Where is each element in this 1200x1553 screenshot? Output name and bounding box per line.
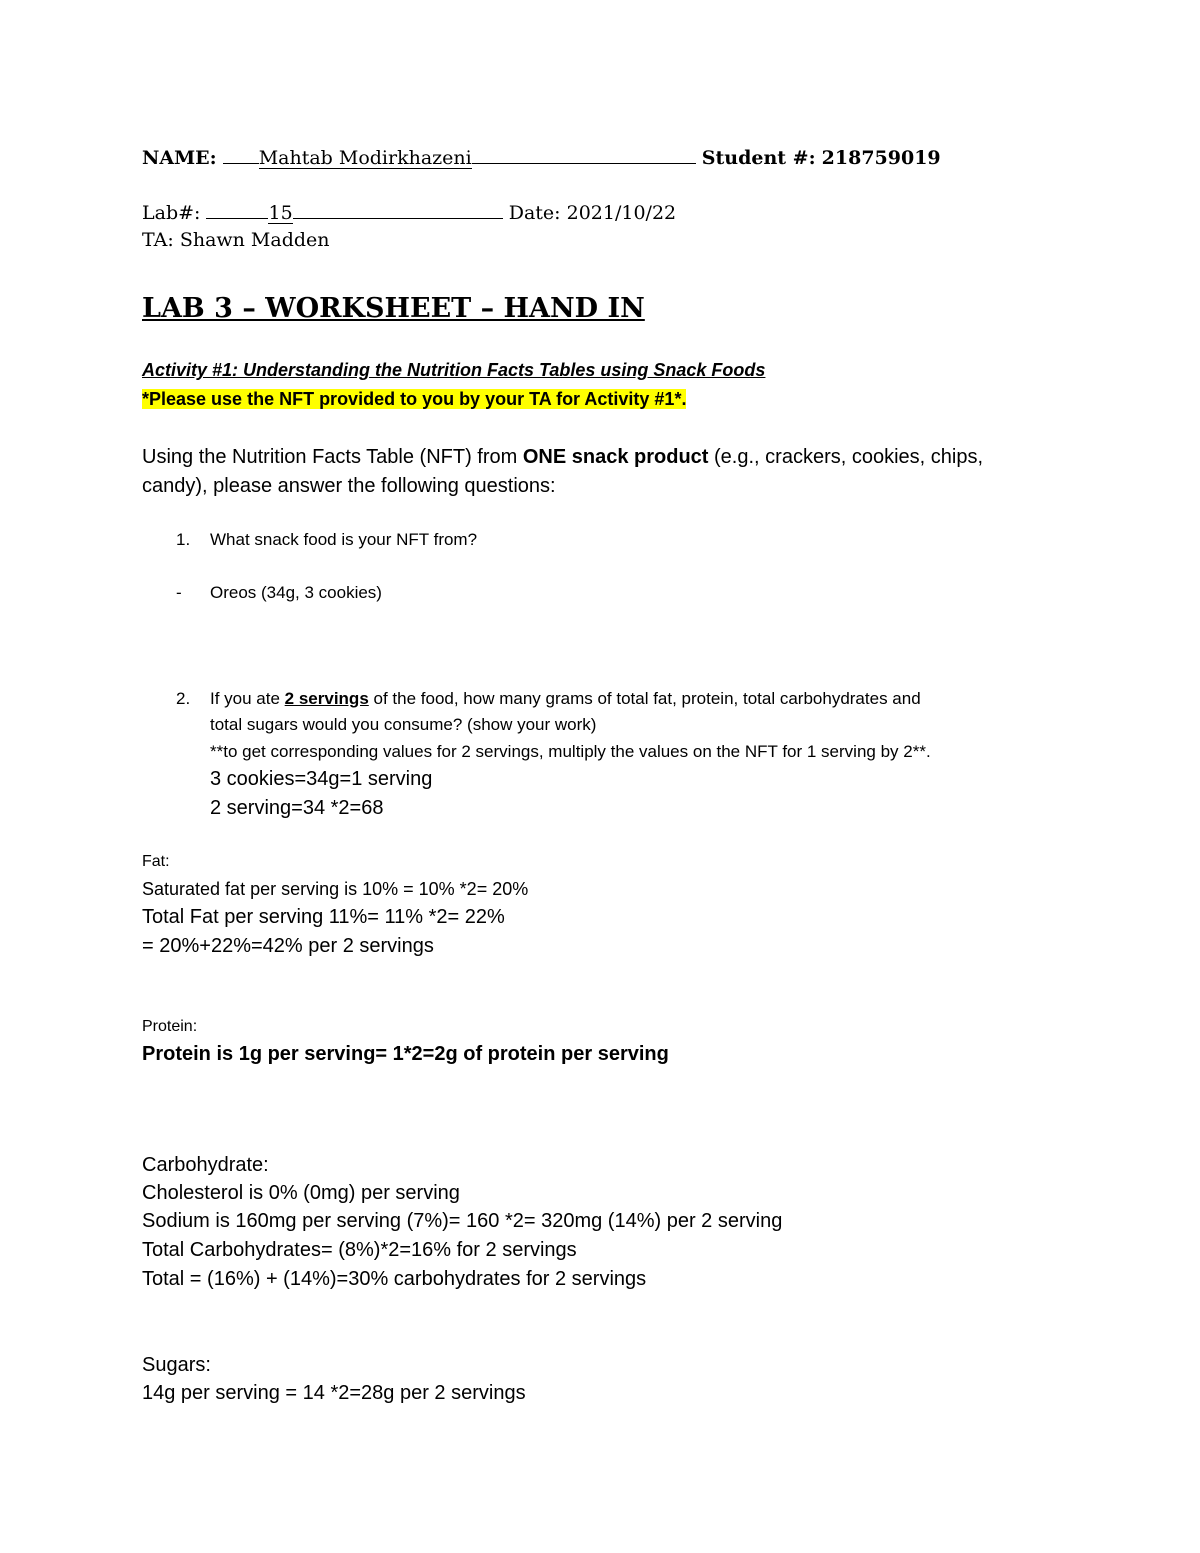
carbohydrate-line-1: Cholesterol is 0% (0mg) per serving [142,1182,460,1204]
lab-label: Lab#: [142,202,201,224]
q2-part2: of the food, how many grams of total fat, protein, total carbohydrates and [368,689,921,708]
highlight-note-row [142,389,686,410]
fat-line-3: = 20%+22%=42% per 2 servings [142,935,434,957]
fat-line-1: Saturated fat per serving is 10% = 10% *2= 20% [142,879,529,899]
sugars-label: Sugars: [142,1354,211,1376]
q2-work-line-2: 2 serving=34 *2=68 [210,797,384,819]
date-label: Date: [508,202,561,224]
q1-row [176,530,477,550]
intro-line-2: candy), please answer the following questions: [142,475,556,497]
highlight-note: *Please use the NFT provided to you by your TA for Activity #1*. [142,389,687,409]
q1-number: 1. [176,530,191,549]
q2-row [176,689,921,709]
page-title: LAB 3 – WORKSHEET – HAND IN [142,293,645,324]
name-value: Mahtab Modirkhazeni [258,147,472,169]
student-value: 218759019 [821,147,941,169]
q2-bold: 2 servings [284,689,369,708]
name-label: NAME: [142,147,217,169]
q1-answer-row [176,583,382,603]
sugars-line-1: 14g per serving = 14 *2=28g per 2 servings [142,1382,526,1404]
q2-work-line-1: 3 cookies=34g=1 serving [210,768,433,790]
intro-line-1 [142,446,983,469]
lab-blank-left [206,218,268,219]
fat-label: Fat: [142,853,170,870]
protein-line-1: Protein is 1g per serving= 1*2=2g of protein per serving [142,1043,669,1065]
ta-label: TA: [142,229,174,251]
intro-bold: ONE snack product [522,446,709,468]
lab-blank-right [293,218,503,219]
q1-answer: Oreos (34g, 3 cookies) [210,583,382,602]
q1-question: What snack food is your NFT from? [210,530,478,549]
ta-value: Shawn Madden [179,229,330,251]
q1-answer-dash: - [176,583,182,602]
student-label: Student #: [701,147,816,169]
carbohydrate-line-3: Total Carbohydrates= (8%)*2=16% for 2 servings [142,1239,577,1261]
carbohydrate-label: Carbohydrate: [142,1154,269,1176]
fat-line-2: Total Fat per serving 11%= 11% *2= 22% [142,906,505,928]
lab-value: 15 [268,202,293,224]
protein-label: Protein: [142,1018,198,1035]
name-blank-right [472,163,696,164]
activity-heading: Activity #1: Understanding the Nutrition Facts Tables using Snack Foods [142,360,766,380]
name-row [142,147,941,169]
q2-part1: If you ate [210,689,285,708]
ta-row [142,229,330,251]
carbohydrate-line-2: Sodium is 160mg per serving (7%)= 160 *2= 320mg (14%) per 2 serving [142,1210,783,1232]
name-blank-left [223,163,259,164]
lab-row [142,202,676,224]
intro-part1: Using the Nutrition Facts Table (NFT) from [142,446,523,468]
carbohydrate-line-4: Total = (16%) + (14%)=30% carbohydrates for 2 servings [142,1268,647,1290]
q2-number: 2. [176,689,191,708]
date-value: 2021/10/22 [566,202,677,224]
intro-part2: (e.g., crackers, cookies, chips, [708,446,984,468]
q2-line-2: total sugars would you consume? (show your work) [210,715,597,734]
q2-line-3: **to get corresponding values for 2 servings, multiply the values on the NFT for 1 serving by 2**. [210,742,931,761]
